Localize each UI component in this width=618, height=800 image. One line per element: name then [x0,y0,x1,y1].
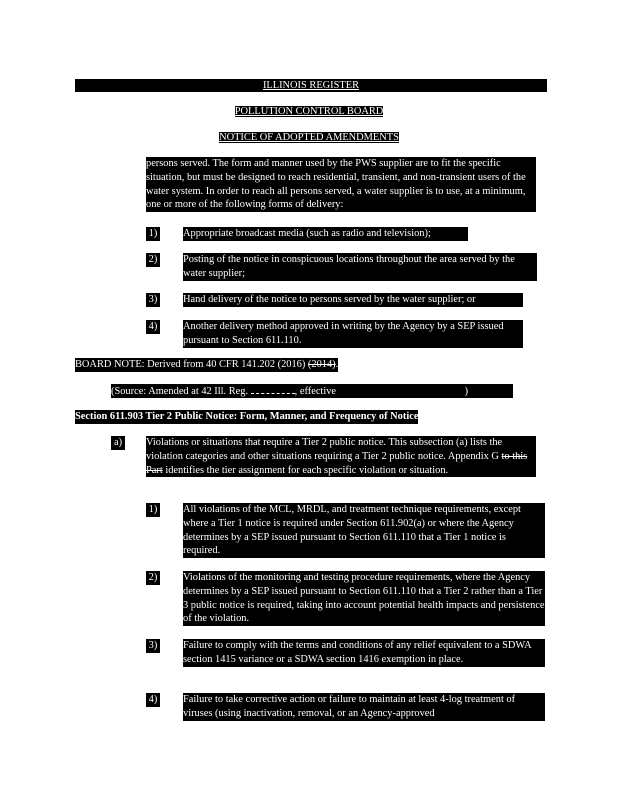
board-note-suffix: . [335,359,339,370]
board-note-struck: (2014) [307,359,336,370]
notice-title-text: NOTICE OF ADOPTED AMENDMENTS [219,132,399,143]
tier2-item-number: 2) [146,571,160,585]
source-end: ) [464,386,469,397]
tier2-item-text: Failure to comply with the terms and conditions of any relief equivalent to a SDWA section 1415 variance or a SDWA section 1416 exemption in place. [183,639,545,667]
tier2-item-number: 4) [146,693,160,707]
subsection-a-text [146,436,536,477]
board-note [75,358,338,372]
delivery-item-text: Appropriate broadcast media (such as radio and television); [183,227,468,241]
subsection-a-after: identifies the tier assignment for each specific violation or situation. [162,464,449,476]
delivery-item-text: Posting of the notice in conspicuous locations throughout the area served by the water supplier; [183,253,537,281]
source-prefix: (Source: Amended at 42 Ill. Reg. [111,386,251,397]
delivery-item-text: Hand delivery of the notice to persons served by the water supplier; or [183,293,523,307]
tier2-item-number: 1) [146,503,160,517]
subsection-a-struck: to this Part [146,450,528,476]
board-note-text: BOARD NOTE: Derived from 40 CFR 141.202 (2016) [75,359,308,370]
tier2-item-text: Failure to take corrective action or failure to maintain at least 4-log treatment of viruses (using inactivation, removal, or an Agency-approved [183,693,545,721]
source-reg-blank [251,384,295,394]
delivery-item-number: 1) [146,227,160,241]
notice-title [0,131,618,145]
section-heading [75,410,418,424]
register-title-text: ILLINOIS REGISTER [262,80,360,91]
delivery-item-number: 2) [146,253,160,267]
delivery-item-number: 4) [146,320,160,334]
board-title-text: POLLUTION CONTROL BOARD [234,106,384,117]
subsection-a-before: Violations or situations that require a Tier 2 public notice. This subsection (a) lists the violation categories and other situations requiring a Tier 2 public notice. Appendix G [146,437,503,462]
intro-paragraph [146,157,536,212]
intro-text: persons served. The form and manner used by the PWS supplier are to fit the specific situation, but must be designed to reach residential, transient, and non-transient users of the water system. In order to reach all persons served, a water supplier is to use, at a minimum, one or more of the following forms of delivery: [146,158,526,211]
board-title [0,105,618,119]
tier2-item-number: 3) [146,639,160,653]
tier2-item-text: Violations of the monitoring and testing procedure requirements, where the Agency determines by a SEP issued pursuant to Section 611.110 that a Tier 2 rather than a Tier 3 public notice is required, taking into account potential health impacts and persistence of the violation. [183,572,545,625]
section-heading-text: Section 611.903 Tier 2 Public Notice: Form, Manner, and Frequency of Notice [75,411,419,422]
subsection-label: a) [111,436,125,450]
delivery-item-number: 3) [146,293,160,307]
source-mid: , effective [294,386,339,397]
register-title [75,79,547,92]
delivery-item-text: Another delivery method approved in writing by the Agency by a SEP issued pursuant to Section 611.110. [183,320,523,348]
tier2-item-text: All violations of the MCL, MRDL, and treatment technique requirements, except where a Tier 1 notice is required under Section 611.902(a) or where the Agency determines by a SEP issued pursuant to Section 611.110 that a Tier 1 notice is required. [183,503,545,558]
source-line [111,384,513,398]
